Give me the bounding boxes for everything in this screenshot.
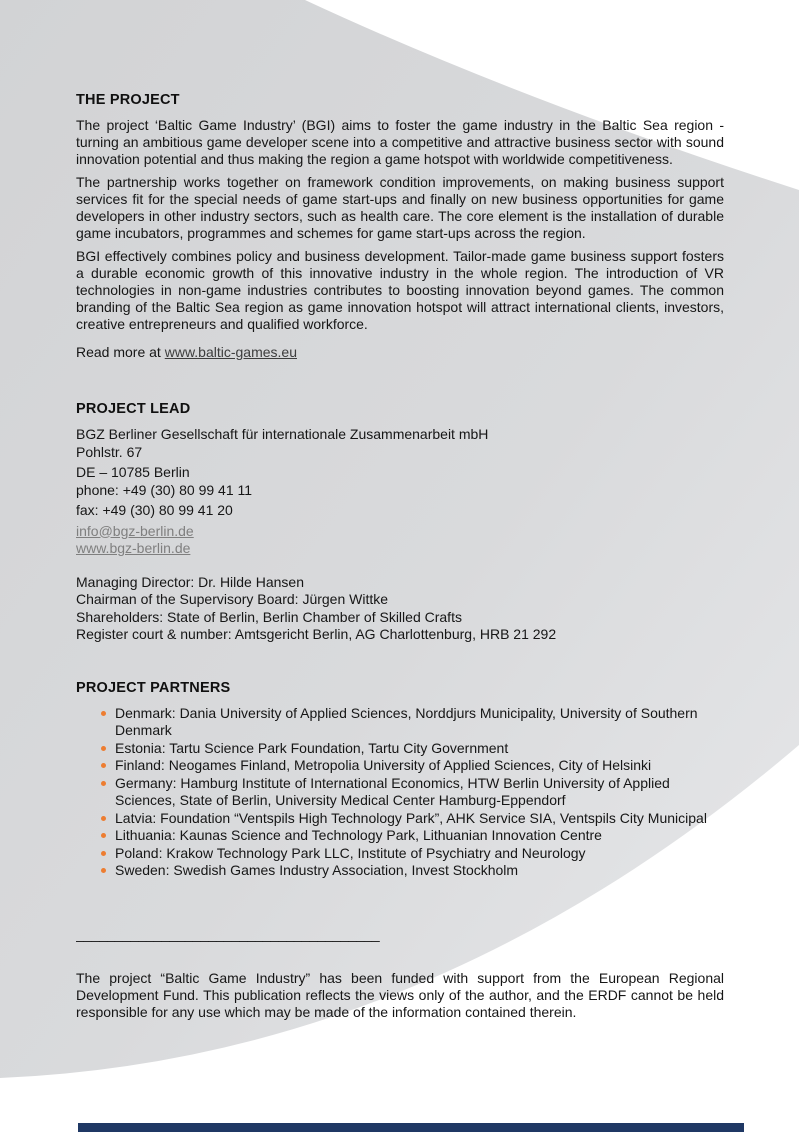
partner-item [101,862,724,880]
project-paragraph: The project ‘Baltic Game Industry’ (BGI) aims to foster the game industry in the Baltic Sea region - turning an ambitious game developer scene into a competitive and attractive business sector with sound innovation potential and thus making the region a game hotspot with worldwide competitiveness. [76,117,724,167]
project-paragraph: The partnership works together on framework condition improvements, on making business support services fit for the special needs of game start-ups and finally on new business opportunities for game developers in other industry sectors, such as health care. The core element is the installation of durable game incubators, programmes and schemes for game start-ups across the region. [76,174,724,241]
partner-text: Germany: Hamburg Institute of International Economics, HTW Berlin University of Applied Sciences, State of Berlin, University Medical Center Hamburg-Eppendorf [115,774,670,808]
bullet-icon [101,833,106,838]
section-project-partners [76,680,724,880]
lead-email-line [76,523,724,541]
email-link[interactable]: info@bgz-berlin.de [76,522,194,539]
lead-register: Register court & number: Amtsgericht Berlin, AG Charlottenburg, HRB 21 292 [76,626,557,642]
lead-chairman: Chairman of the Supervisory Board: Jürgen Wittke [76,591,389,607]
partner-text: Sweden: Swedish Games Industry Association, Invest Stockholm [115,862,519,878]
lead-website-line [76,540,724,558]
bullet-icon [101,851,106,856]
lead-managing-director: Managing Director: Dr. Hilde Hansen [76,573,304,590]
bullet-icon [101,763,106,768]
project-paragraphs [76,117,724,333]
partner-text: Poland: Krakow Technology Park LLC, Institute of Psychiatry and Neurology [115,844,586,861]
partners-list [76,705,724,880]
lead-phone: phone: +49 (30) 80 99 41 11 [76,481,253,498]
partner-text: Denmark: Dania University of Applied Sciences, Norddjurs Municipality, University of Southern Denmark [115,704,698,738]
partner-item [101,810,724,828]
project-lead-heading: PROJECT LEAD [76,401,191,417]
read-more-prefix: Read more at [76,344,165,360]
partner-item [101,827,724,845]
partner-text: Estonia: Tartu Science Park Foundation, Tartu City Government [115,739,509,756]
partner-item [101,775,724,810]
footer-accent-bar [78,1123,744,1132]
read-more-line [76,344,724,361]
the-project-heading: THE PROJECT [76,92,180,108]
partner-text: Finland: Neogames Finland, Metropolia University of Applied Sciences, City of Helsinki [115,757,652,773]
website-link[interactable]: www.bgz-berlin.de [76,540,191,556]
funding-disclaimer: The project “Baltic Game Industry” has been funded with support from the European Regional Development Fund. This publication reflects the views only of the author, and the ERDF cannot be held responsible for any use which may be made of the information contained therein. [76,969,724,1020]
partner-item [101,757,724,775]
separator-line: _______________________________________ [76,925,380,942]
bullet-icon [101,868,106,873]
lead-shareholders: Shareholders: State of Berlin, Berlin Chamber of Skilled Crafts [76,608,462,625]
lead-fax: fax: +49 (30) 80 99 41 20 [76,502,233,518]
lead-street: Pohlstr. 67 [76,443,143,460]
lead-company-name: BGZ Berliner Gesellschaft für internationale Zusammenarbeit mbH [76,426,489,442]
project-paragraph: BGI effectively combines policy and business development. Tailor-made game business support fosters a durable economic growth of this innovative industry in the whole region. The introduction of VR technologies in non-game industries contributes to boosting innovation beyond games. The common branding of the Baltic Sea region as game innovation hotspot will attract international clients, investors, creative entrepreneurs and qualified workforce. [76,248,724,332]
partner-text: Latvia: Foundation “Ventspils High Technology Park”, AHK Service SIA, Ventspils City Municipal [115,809,707,826]
bullet-icon [101,781,106,786]
bullet-icon [101,816,106,821]
lead-city: DE – 10785 Berlin [76,464,190,480]
project-partners-heading: PROJECT PARTNERS [76,679,231,696]
baltic-games-link[interactable]: www.baltic-games.eu [164,344,297,360]
bullet-icon [101,711,106,716]
partner-item [101,740,724,758]
partner-text: Lithuania: Kaunas Science and Technology Park, Lithuanian Innovation Centre [115,827,602,843]
section-project-lead [76,401,724,644]
bullet-icon [101,746,106,751]
partner-item [101,845,724,863]
partner-item [101,705,724,740]
section-the-project [76,92,724,361]
